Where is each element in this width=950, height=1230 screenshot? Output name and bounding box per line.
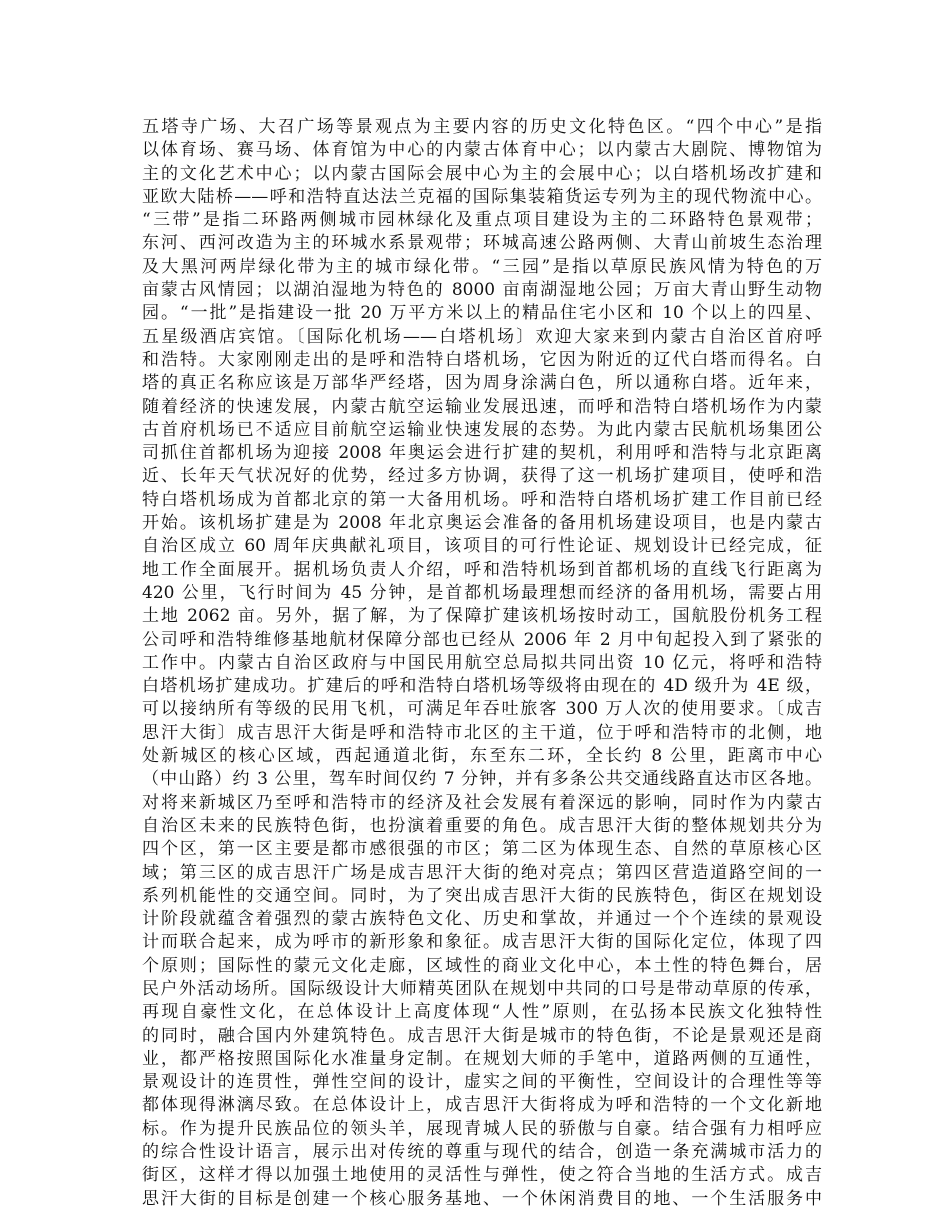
text-line: 自治区成立 60 周年庆典献礼项目，该项目的可行性论证、规划设计已经完成，征 xyxy=(142,536,822,557)
text-line: 塔的真正名称应该是万部华严经塔，因为周身涂满白色，所以通称白塔。近年来， xyxy=(142,373,822,394)
text-line: 土地 2062 亩。另外，据了解，为了保障扩建该机场按时动工，国航股份机务工程 xyxy=(142,606,822,627)
text-line: 域；第三区的成吉思汗广场是成吉思汗大街的绝对亮点；第四区营造道路空间的一 xyxy=(142,862,822,883)
text-line: 开始。该机场扩建是为 2008 年北京奥运会准备的备用机场建设项目，也是内蒙古 xyxy=(142,513,822,534)
text-line: 可以接纳所有等级的民用飞机，可满足年吞吐旅客 300 万人次的使用要求。〔成吉 xyxy=(142,699,822,720)
text-line: 都体现得淋漓尽致。在总体设计上，成吉思汗大街将成为呼和浩特的一个文化新地 xyxy=(142,1095,822,1116)
text-line: 四个区，第一区主要是都市感很强的市区；第二区为体现生态、自然的草原核心区 xyxy=(142,839,822,860)
text-line: 工作中。内蒙古自治区政府与中国民用航空总局拟共同出资 10 亿元，将呼和浩特 xyxy=(142,652,822,673)
text-line: （中山路）约 3 公里，驾车时间仅约 7 分钟，并有多条公共交通线路直达市区各地。 xyxy=(142,769,822,790)
text-line: 景观设计的连贯性，弹性空间的设计，虚实之间的平衡性，空间设计的合理性等等 xyxy=(142,1072,822,1093)
text-line: 和浩特。大家刚刚走出的是呼和浩特白塔机场，它因为附近的辽代白塔而得名。白 xyxy=(142,349,822,370)
text-line: 东河、西河改造为主的环城水系景观带；环城高速公路两侧、大青山前坡生态治理 xyxy=(142,233,822,254)
text-line: 个原则；国际性的蒙元文化走廊，区域性的商业文化中心，本土性的特色舞台，居 xyxy=(142,955,822,976)
text-line: 五星级酒店宾馆。〔国际化机场——白塔机场〕欢迎大家来到内蒙古自治区首府呼 xyxy=(142,326,822,347)
text-line: 及大黑河两岸绿化带为主的城市绿化带。“三园”是指以草原民族风情为特色的万 xyxy=(142,256,822,277)
text-line: “三带”是指二环路两侧城市园林绿化及重点项目建设为主的二环路特色景观带； xyxy=(142,210,822,231)
text-line: 思汗大街〕成吉思汗大街是呼和浩特市北区的主干道，位于呼和浩特市的北侧，地 xyxy=(142,722,822,743)
text-line: 亚欧大陆桥——呼和浩特直达法兰克福的国际集装箱货运专列为主的现代物流中心。 xyxy=(142,186,822,207)
text-line: 古首府机场已不适应目前航空运输业快速发展的态势。为此内蒙古民航机场集团公 xyxy=(142,419,822,440)
text-line: 街区，这样才得以加强土地使用的灵活性与弹性，使之符合当地的生活方式。成吉 xyxy=(142,1165,822,1186)
text-line: 标。作为提升民族品位的领头羊，展现青城人民的骄傲与自豪。结合强有力相呼应 xyxy=(142,1118,822,1139)
text-line: 园。“一批”是指建设一批 20 万平方米以上的精品住宅小区和 10 个以上的四星、 xyxy=(142,303,822,324)
text-line: 以体育场、赛马场、体育馆为中心的内蒙古体育中心；以内蒙古大剧院、博物馆为 xyxy=(142,140,822,161)
text-line: 自治区未来的民族特色街，也扮演着重要的角色。成吉思汗大街的整体规划共分为 xyxy=(142,815,822,836)
text-line: 白塔机场扩建成功。扩建后的呼和浩特白塔机场等级将由现在的 4D 级升为 4E 级， xyxy=(142,676,822,697)
text-line: 民户外活动场所。国际级设计大师精英团队在规划中共同的口号是带动草原的传承， xyxy=(142,978,822,999)
text-line: 计而联合起来，成为呼市的新形象和象征。成吉思汗大街的国际化定位，体现了四 xyxy=(142,932,822,953)
text-line: 随着经济的快速发展，内蒙古航空运输业发展迅速，而呼和浩特白塔机场作为内蒙 xyxy=(142,396,822,417)
text-line: 公司呼和浩特维修基地航材保障分部也已经从 2006 年 2 月中旬起投入到了紧张的 xyxy=(142,629,822,650)
text-line: 亩蒙古风情园；以湖泊湿地为特色的 8000 亩南湖湿地公园；万亩大青山野生动物 xyxy=(142,280,822,301)
text-line: 再现自豪性文化，在总体设计上高度体现“人性”原则，在弘扬本民族文化独特性 xyxy=(142,1002,822,1023)
text-line: 近、长年天气状况好的优势，经过多方协调，获得了这一机场扩建项目，使呼和浩 xyxy=(142,466,822,487)
text-line: 对将来新城区乃至呼和浩特市的经济及社会发展有着深远的影响，同时作为内蒙古 xyxy=(142,792,822,813)
document-body xyxy=(142,116,822,1211)
text-line: 业，都严格按照国际化水准量身定制。在规划大师的手笔中，道路两侧的互通性， xyxy=(142,1048,822,1069)
text-line: 司抓住首都机场为迎接 2008 年奥运会进行扩建的契机，利用呼和浩特与北京距离 xyxy=(142,443,822,464)
text-line: 处新城区的核心区域，西起通道北街，东至东二环，全长约 8 公里，距离市中心 xyxy=(142,746,822,767)
text-line: 系列机能性的交通空间。同时，为了突出成吉思汗大街的民族特色，街区在规划设 xyxy=(142,885,822,906)
text-line: 思汗大街的目标是创建一个核心服务基地、一个休闲消费目的地、一个生活服务中 xyxy=(142,1188,822,1209)
text-line: 特白塔机场成为首都北京的第一大备用机场。呼和浩特白塔机场扩建工作目前已经 xyxy=(142,489,822,510)
text-line: 的同时，融合国内外建筑特色。成吉思汗大街是城市的特色街，不论是景观还是商 xyxy=(142,1025,822,1046)
text-line: 420 公里，飞行时间为 45 分钟，是首都机场最理想而经济的备用机场，需要占用 xyxy=(142,582,822,603)
text-line: 五塔寺广场、大召广场等景观点为主要内容的历史文化特色区。“四个中心”是指 xyxy=(142,117,822,137)
text-line: 地工作全面展开。据机场负责人介绍，呼和浩特机场到首都机场的直线飞行距离为 xyxy=(142,559,822,580)
text-line: 的综合性设计语言，展示出对传统的尊重与现代的结合，创造一条充满城市活力的 xyxy=(142,1142,822,1163)
text-line: 计阶段就蕴含着强烈的蒙古族特色文化、历史和掌故，并通过一个个连续的景观设 xyxy=(142,909,822,930)
text-line: 主的文化艺术中心；以内蒙古国际会展中心为主的会展中心；以白塔机场改扩建和 xyxy=(142,163,822,184)
